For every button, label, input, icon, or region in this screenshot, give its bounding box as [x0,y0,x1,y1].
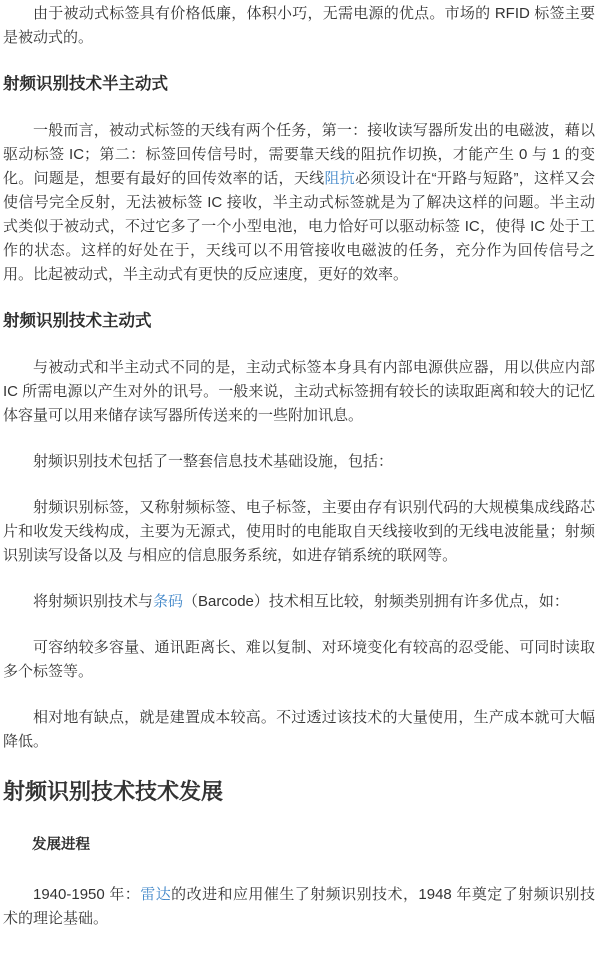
paragraph-history-1940-1950: 1940-1950 年：雷达的改进和应用催生了射频识别技术，1948 年奠定了射频识别技术的理论基础。 [3,886,595,927]
paragraph-passive-tag-advantages: 由于被动式标签具有价格低廉，体积小巧，无需电源的优点。市场的 RFID 标签主要是被动式的。 [3,5,595,46]
paragraph-tag-composition: 射频识别标签，又称射频标签、电子标签，主要由存有识别代码的大规模集成线路芯片和收发天线构成，主要为无源式，使用时的电能取自天线接收到的无线电波能量；射频识别读写设备以及 与相应的信息服务系统，如进存销系统的联网等。 [3,499,595,564]
link-radar[interactable]: 雷达 [140,886,172,903]
paragraph-barcode-comparison: 将射频识别技术与条码（Barcode）技术相互比较，射频类别拥有许多优点，如： [33,593,569,610]
heading-technology-development: 射频识别技术技术发展 [3,779,224,804]
link-impedance[interactable]: 阻抗 [324,170,356,187]
heading-active: 射频识别技术主动式 [3,312,152,330]
paragraph-disadvantages: 相对地有缺点，就是建置成本较高。不过透过该技术的大量使用，生产成本就可大幅降低。 [3,709,595,750]
paragraph-infrastructure-intro: 射频识别技术包括了一整套信息技术基础设施，包括： [33,453,394,470]
link-barcode[interactable]: 条码 [153,593,184,610]
heading-semi-active: 射频识别技术半主动式 [3,75,168,93]
paragraph-advantages-list: 可容纳较多容量、通讯距离长、难以复制、对环境变化有较高的忍受能、可同时读取多个标签等。 [3,639,595,680]
heading-development-process: 发展进程 [32,837,90,853]
paragraph-semi-active-description: 一般而言，被动式标签的天线有两个任务，第一：接收读写器所发出的电磁波，藉以驱动标签 IC；第二：标签回传信号时，需要靠天线的阻抗作切换，才能产生 0 与 1 的变化。问题是，想要有最好的回传效率的话，天线阻抗必须设计在“开路与短路”，这样又会使信号完全反射，无法被标签 IC 接收，半主动式标签就是为了解决这样的问题。半主动式类似于被动式，不过它多了一个小型电池，电力恰好可以驱动标签 IC，使得 IC 处于工作的状态。这样的好处在于，天线可以不用管接收电磁波的任务，充分作为回传信号之用。比起被动式，半主动式有更快的反应速度，更好的效率。 [3,122,595,283]
paragraph-active-description: 与被动式和半主动式不同的是，主动式标签本身具有内部电源供应器，用以供应内部 IC 所需电源以产生对外的讯号。一般来说，主动式标签拥有较长的读取距离和较大的记忆体容量可以用来储存读写器所传送来的一些附加讯息。 [3,359,595,424]
